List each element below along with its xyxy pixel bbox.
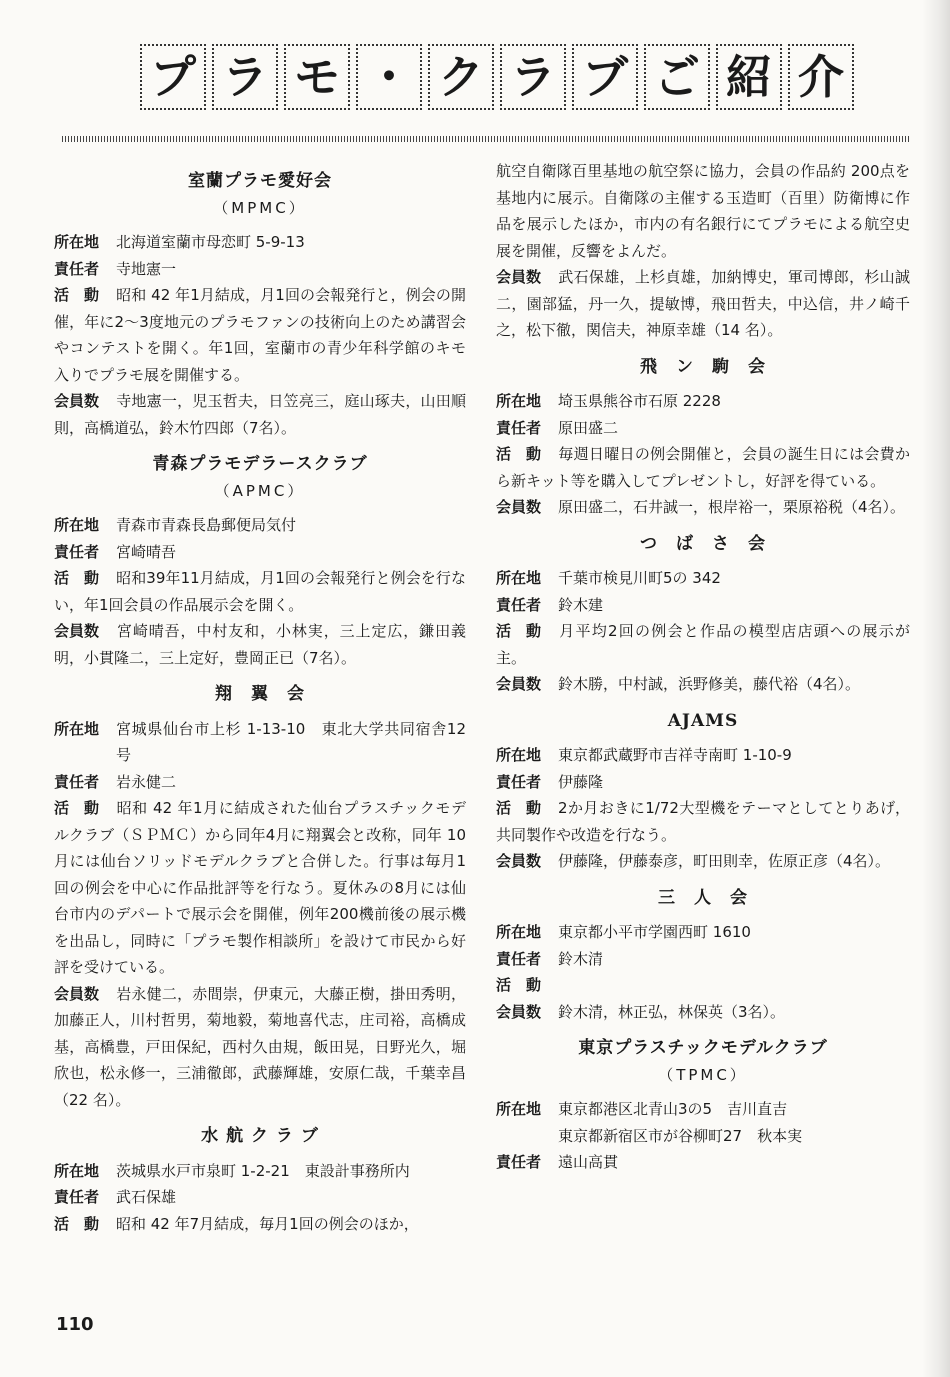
leader-value: 宮崎晴吾 — [116, 542, 177, 561]
location-row — [54, 229, 466, 256]
leader-row — [54, 769, 466, 796]
activity-value: 2か月おきに1/72大型機をテーマとしてとりあげ，共同製作や改造を行なう。 — [496, 799, 910, 844]
members-value: 武石保雄，上杉貞雄，加納博史，軍司博郎，杉山誠二，園部猛，丹一久，提敏博，飛田哲夫，中込信，井ノ崎千之，松下徹，関信夫，神原幸雄（14 名）。 — [496, 268, 910, 339]
members-row — [496, 671, 910, 698]
members-row — [496, 264, 910, 344]
leader-value: 伊藤隆 — [558, 772, 604, 791]
location-row — [496, 742, 910, 769]
location-row — [54, 512, 466, 539]
members-row — [54, 618, 466, 671]
club-abbr: （TPMC） — [658, 1065, 748, 1084]
activity-row — [54, 1211, 466, 1238]
location-value: 茨城県水戸市泉町 1-2-21 東設計事務所内 — [116, 1161, 410, 1180]
members-value: 宮崎晴吾，中村友和，小林実，三上定広，鎌田義明，小貫隆二，三上定好，豊岡正已（7名）。 — [54, 622, 466, 667]
title-char: ク — [428, 44, 494, 110]
page-edge-shadow — [922, 0, 950, 1377]
activity-row — [54, 795, 466, 981]
members-label: 会員数 — [496, 852, 542, 870]
club-muroran — [54, 168, 466, 441]
club-name: 東京プラスチックモデルクラブ — [578, 1038, 828, 1058]
club-tsubasa — [496, 531, 910, 698]
leader-value: 寺地憲一 — [116, 259, 177, 278]
location-value: 青森市青森長島郵便局気付 — [116, 516, 297, 534]
activity-value: 毎週日曜日の例会開催と，会員の誕生日には会費から新キット等を購入してプレゼントし，好評を得ている。 — [496, 445, 910, 490]
club-name: 室蘭プラモ愛好会 — [188, 171, 332, 191]
leader-value: 岩永健二 — [116, 772, 177, 791]
activity-value: 月平均2回の例会と作品の模型店店頭への展示が主。 — [496, 622, 910, 667]
leader-row — [496, 415, 910, 442]
activity-value: 昭和 42 年1月に結成された仙台プラスチックモデルクラブ（ＳＰＭＣ）から同年4月に翔翼会と改称，同年 10 月には仙台ソリッドモデルクラブと合併した。行事は毎月1回の例会を中心に作品批評等を行なう。夏休みの8月には仙台市内のデパートで展示会を開催，例年200機前後の展示機を出品し，同時に「プラモ製作相談所」を設けて市民から好評を受けている。 — [54, 799, 466, 976]
leader-row — [496, 1149, 910, 1176]
title-char: プ — [140, 44, 206, 110]
members-label: 会員数 — [496, 675, 542, 693]
location-label: 所在地 — [496, 569, 542, 587]
location-row — [496, 1096, 910, 1149]
leader-label: 責任者 — [496, 1153, 542, 1171]
activity-label: 活 動 — [496, 799, 542, 817]
club-ajams — [496, 708, 910, 875]
activity-label: 活 動 — [496, 976, 542, 994]
members-value: 寺地憲一，児玉哲夫，日笠亮三，庭山琢夫，山田順則，高橋道弘，鈴木竹四郎（7名）。 — [54, 392, 466, 437]
leader-row — [496, 592, 910, 619]
club-suiko-continued — [496, 158, 910, 344]
left-column — [54, 158, 466, 1237]
location-row — [54, 716, 466, 769]
activity-row — [496, 441, 910, 494]
club-name: AJAMS — [667, 710, 739, 731]
members-value: 鈴木勝，中村誠，浜野修美，藤代裕（4名）。 — [558, 675, 861, 693]
header-rule — [62, 136, 910, 142]
title-char: 介 — [788, 44, 854, 110]
leader-value: 原田盛二 — [558, 418, 619, 437]
activity-row — [496, 972, 910, 999]
location-label: 所在地 — [54, 1161, 100, 1180]
leader-row — [54, 539, 466, 566]
club-name: つ ば さ 会 — [640, 533, 766, 554]
activity-label: 活 動 — [54, 1214, 100, 1233]
club-tonkoma — [496, 354, 910, 521]
leader-row — [496, 946, 910, 973]
activity-continued: 航空自衛隊百里基地の航空祭に協力，会員の作品約 200点を基地内に展示。自衛隊の主催する玉造町（百里）防衛博に作品を展示したほか，市内の有名銀行にてプラモによる航空史展を開催，反響をよんだ。 — [496, 162, 910, 260]
title-char: モ — [284, 44, 350, 110]
leader-value: 鈴木建 — [558, 595, 604, 614]
leader-label: 責任者 — [496, 595, 542, 614]
title-char: ラ — [500, 44, 566, 110]
activity-value: 昭和 42 年7月結成，毎月1回の例会のほか， — [116, 1214, 419, 1233]
members-row — [496, 999, 910, 1026]
location-row — [54, 1158, 466, 1185]
right-column — [496, 158, 910, 1176]
title-char: ご — [644, 44, 710, 110]
club-tpmc — [496, 1035, 910, 1176]
club-name: 三 人 会 — [658, 887, 748, 908]
club-abbr: （MPMC） — [213, 198, 307, 217]
location-value: 東京都小平市学園西町 1610 — [558, 923, 751, 941]
members-row — [496, 848, 910, 875]
location-value: 宮城県仙台市上杉 1-13-10 東北大学共同宿舎12号 — [116, 719, 466, 764]
club-aomori — [54, 451, 466, 671]
members-label: 会員数 — [54, 984, 100, 1003]
club-shoyokukai — [54, 681, 466, 1113]
location-label: 所在地 — [496, 746, 542, 764]
leader-label: 責任者 — [496, 772, 542, 791]
members-row — [54, 388, 466, 441]
leader-label: 責任者 — [496, 949, 542, 968]
club-name: 翔 翼 会 — [215, 684, 305, 704]
activity-value: 昭和 42 年1月結成，月1回の会報発行と，例会の開催，年に2～3度地元のプラモファンの技術向上のため講習会やコンテストを開く。年1回，室蘭市の青少年科学館のキモ入りでプラモ展を開催する。 — [54, 286, 466, 384]
leader-label: 責任者 — [54, 542, 100, 561]
members-label: 会員数 — [496, 498, 542, 516]
location-row — [496, 919, 910, 946]
club-name: 水 航 ク ラ ブ — [201, 1126, 319, 1146]
location-label: 所在地 — [54, 516, 100, 534]
leader-row — [54, 1184, 466, 1211]
activity-value — [558, 972, 910, 999]
activity-row — [496, 618, 910, 671]
members-label: 会員数 — [496, 1002, 542, 1021]
location-value: 東京都武蔵野市吉祥寺南町 1-10-9 — [558, 746, 792, 764]
activity-value: 昭和39年11月結成，月1回の会報発行と例会を行ない，年1回会員の作品展示会を開く。 — [54, 569, 466, 614]
members-value: 岩永健二，赤間崇，伊東元，大藤正樹，掛田秀明，加藤正人，川村哲男，菊地毅，菊地喜代志，庄司裕，高橋成基，高橋豊，戸田保紀，西村久由規，飯田晃，日野光久，堀欣也，松永修一，三浦徹郎，武藤輝雄，安原仁哉，千葉幸昌（22 名）。 — [54, 984, 466, 1109]
leader-value: 遠山高貫 — [558, 1153, 619, 1171]
activity-row — [54, 565, 466, 618]
club-suiko — [54, 1123, 466, 1237]
location-line-1: 東京都港区北青山3の5 吉川直吉 — [558, 1100, 788, 1118]
location-row — [496, 388, 910, 415]
title-char: ラ — [212, 44, 278, 110]
location-label: 所在地 — [496, 1100, 542, 1118]
members-label: 会員数 — [54, 622, 100, 640]
activity-row — [496, 795, 910, 848]
activity-label: 活 動 — [54, 569, 100, 587]
activity-label: 活 動 — [496, 622, 542, 640]
page-title — [140, 44, 854, 108]
members-row — [54, 981, 466, 1114]
members-row — [496, 494, 910, 521]
location-value: 北海道室蘭市母恋町 5-9-13 — [116, 233, 305, 251]
club-abbr: （APMC） — [214, 481, 306, 500]
leader-label: 責任者 — [54, 1188, 100, 1206]
location-value: 埼玉県熊谷市石原 2228 — [558, 392, 721, 410]
leader-row — [496, 769, 910, 796]
location-value: 千葉市検見川町5の 342 — [558, 569, 721, 587]
members-label: 会員数 — [496, 268, 542, 286]
title-char: ブ — [572, 44, 638, 110]
location-label: 所在地 — [496, 392, 542, 410]
leader-row — [54, 256, 466, 283]
location-line-2: 東京都新宿区市が谷柳町27 秋本実 — [558, 1126, 803, 1145]
location-label: 所在地 — [496, 923, 542, 941]
title-char: 紹 — [716, 44, 782, 110]
location-value — [558, 1096, 910, 1149]
members-label: 会員数 — [54, 392, 100, 410]
activity-row — [54, 282, 466, 388]
leader-label: 責任者 — [54, 259, 100, 278]
leader-value: 武石保雄 — [116, 1188, 177, 1206]
page-number: 110 — [56, 1314, 94, 1335]
leader-label: 責任者 — [54, 772, 100, 791]
activity-label: 活 動 — [54, 799, 100, 817]
location-row — [496, 565, 910, 592]
location-label: 所在地 — [54, 233, 100, 251]
members-value: 原田盛二，石井誠一，根岸裕一，栗原裕税（4名）。 — [558, 498, 906, 516]
activity-label: 活 動 — [54, 286, 100, 304]
club-sanninkai — [496, 885, 910, 1026]
members-value: 鈴木清，林正弘，林保英（3名）。 — [558, 1002, 786, 1021]
title-char: ・ — [356, 44, 422, 110]
location-label: 所在地 — [54, 719, 100, 738]
leader-value: 鈴木清 — [558, 949, 604, 968]
club-name: 飛 ン 駒 会 — [640, 356, 766, 377]
leader-label: 責任者 — [496, 418, 542, 437]
club-name: 青森プラモデラースクラブ — [152, 454, 368, 474]
members-value: 伊藤隆，伊藤泰彦，町田則幸，佐原正彦（4名）。 — [558, 852, 891, 870]
activity-label: 活 動 — [496, 445, 542, 463]
